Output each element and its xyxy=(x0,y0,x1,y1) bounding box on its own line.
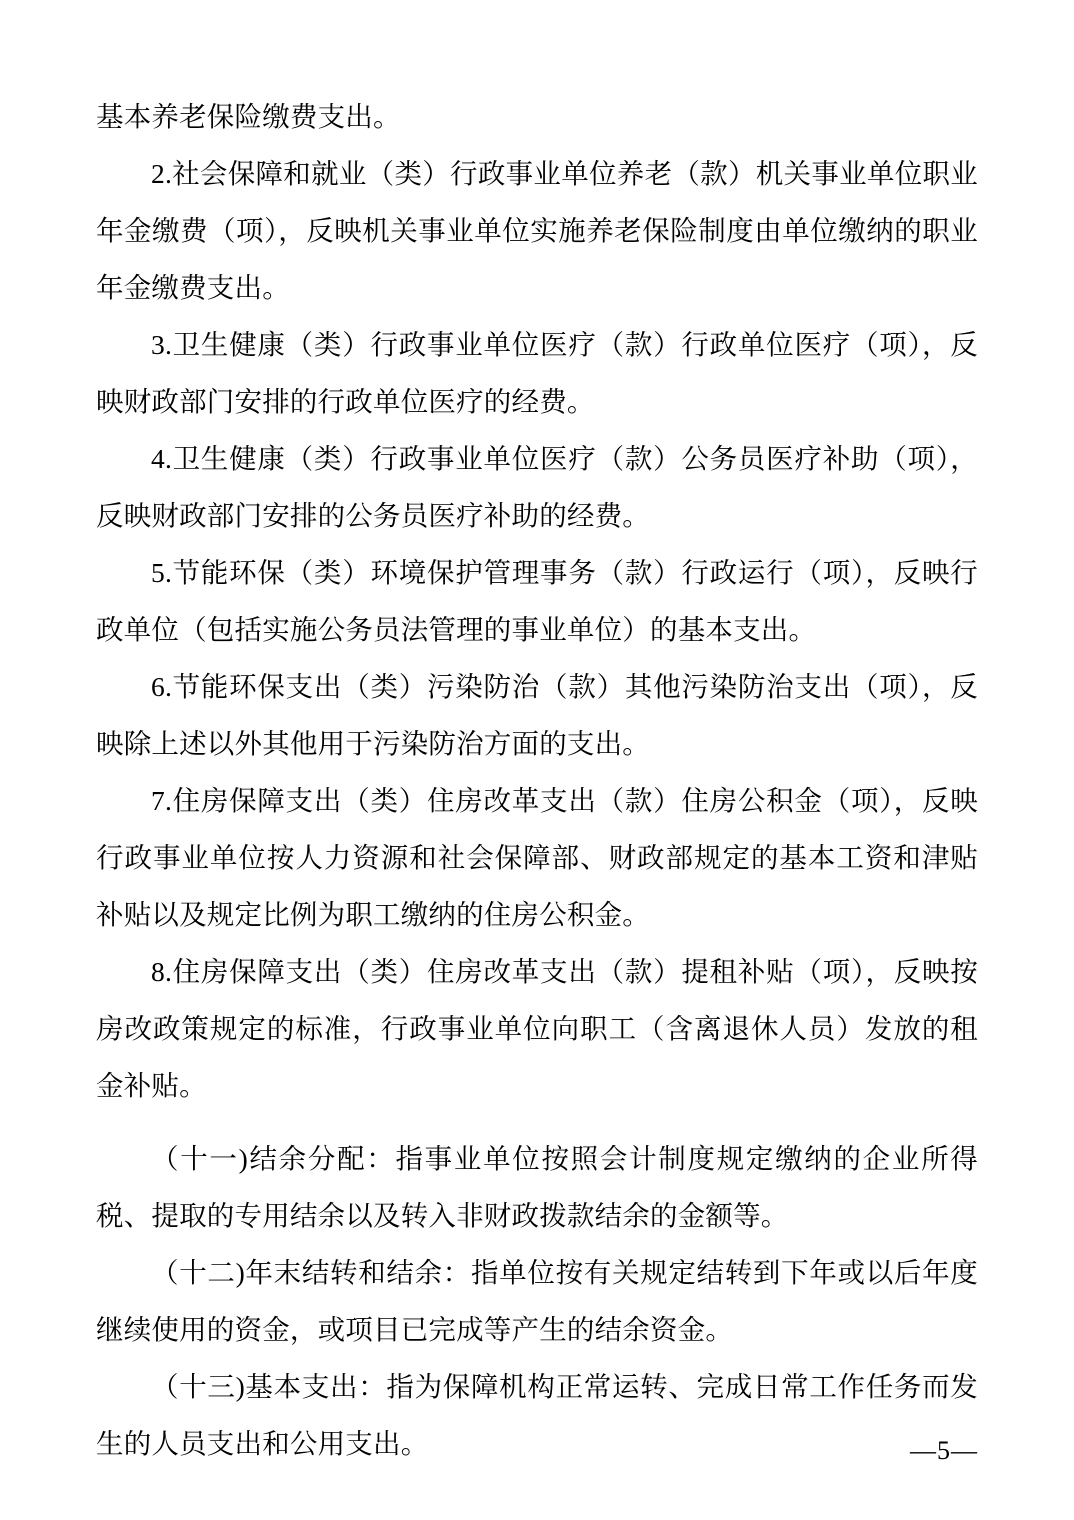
paragraph-item-2: 2.社会保障和就业（类）行政事业单位养老（款）机关事业单位职业年金缴费（项），反映机关事业单位实施养老保险制度由单位缴纳的职业年金缴费支出。 xyxy=(96,158,978,303)
paragraph-item-5: 5.节能环保（类）环境保护管理事务（款）行政运行（项），反映行政单位（包括实施公务员法管理的事业单位）的基本支出。 xyxy=(96,557,978,645)
paragraph-item-7: 7.住房保障支出（类）住房改革支出（款）住房公积金（项），反映行政事业单位按人力资源和社会保障部、财政部规定的基本工资和津贴补贴以及规定比例为职工缴纳的住房公积金。 xyxy=(96,785,978,930)
paragraph-continuation: 基本养老保险缴费支出。 xyxy=(96,101,401,132)
document-body xyxy=(96,88,978,1472)
page-number-footer: —5— xyxy=(910,1436,978,1465)
paragraph-item-8: 8.住房保障支出（类）住房改革支出（款）提租补贴（项），反映按房改政策规定的标准，行政事业单位向职工（含离退休人员）发放的租金补贴。 xyxy=(96,956,978,1101)
paragraph-item-4: 4.卫生健康（类）行政事业单位医疗（款）公务员医疗补助（项），反映财政部门安排的公务员医疗补助的经费。 xyxy=(96,443,978,531)
paragraph-item-11: （十一)结余分配：指事业单位按照会计制度规定缴纳的企业所得税、提取的专用结余以及转入非财政拨款结余的金额等。 xyxy=(96,1143,978,1231)
paragraph-item-12: （十二)年末结转和结余：指单位按有关规定结转到下年或以后年度继续使用的资金，或项目已完成等产生的结余资金。 xyxy=(96,1257,978,1345)
paragraph-item-13: （十三)基本支出：指为保障机构正常运转、完成日常工作任务而发生的人员支出和公用支出。 xyxy=(96,1371,978,1459)
paragraph-item-3: 3.卫生健康（类）行政事业单位医疗（款）行政单位医疗（项），反映财政部门安排的行政单位医疗的经费。 xyxy=(96,329,978,417)
paragraph-item-6: 6.节能环保支出（类）污染防治（款）其他污染防治支出（项），反映除上述以外其他用于污染防治方面的支出。 xyxy=(96,671,978,759)
